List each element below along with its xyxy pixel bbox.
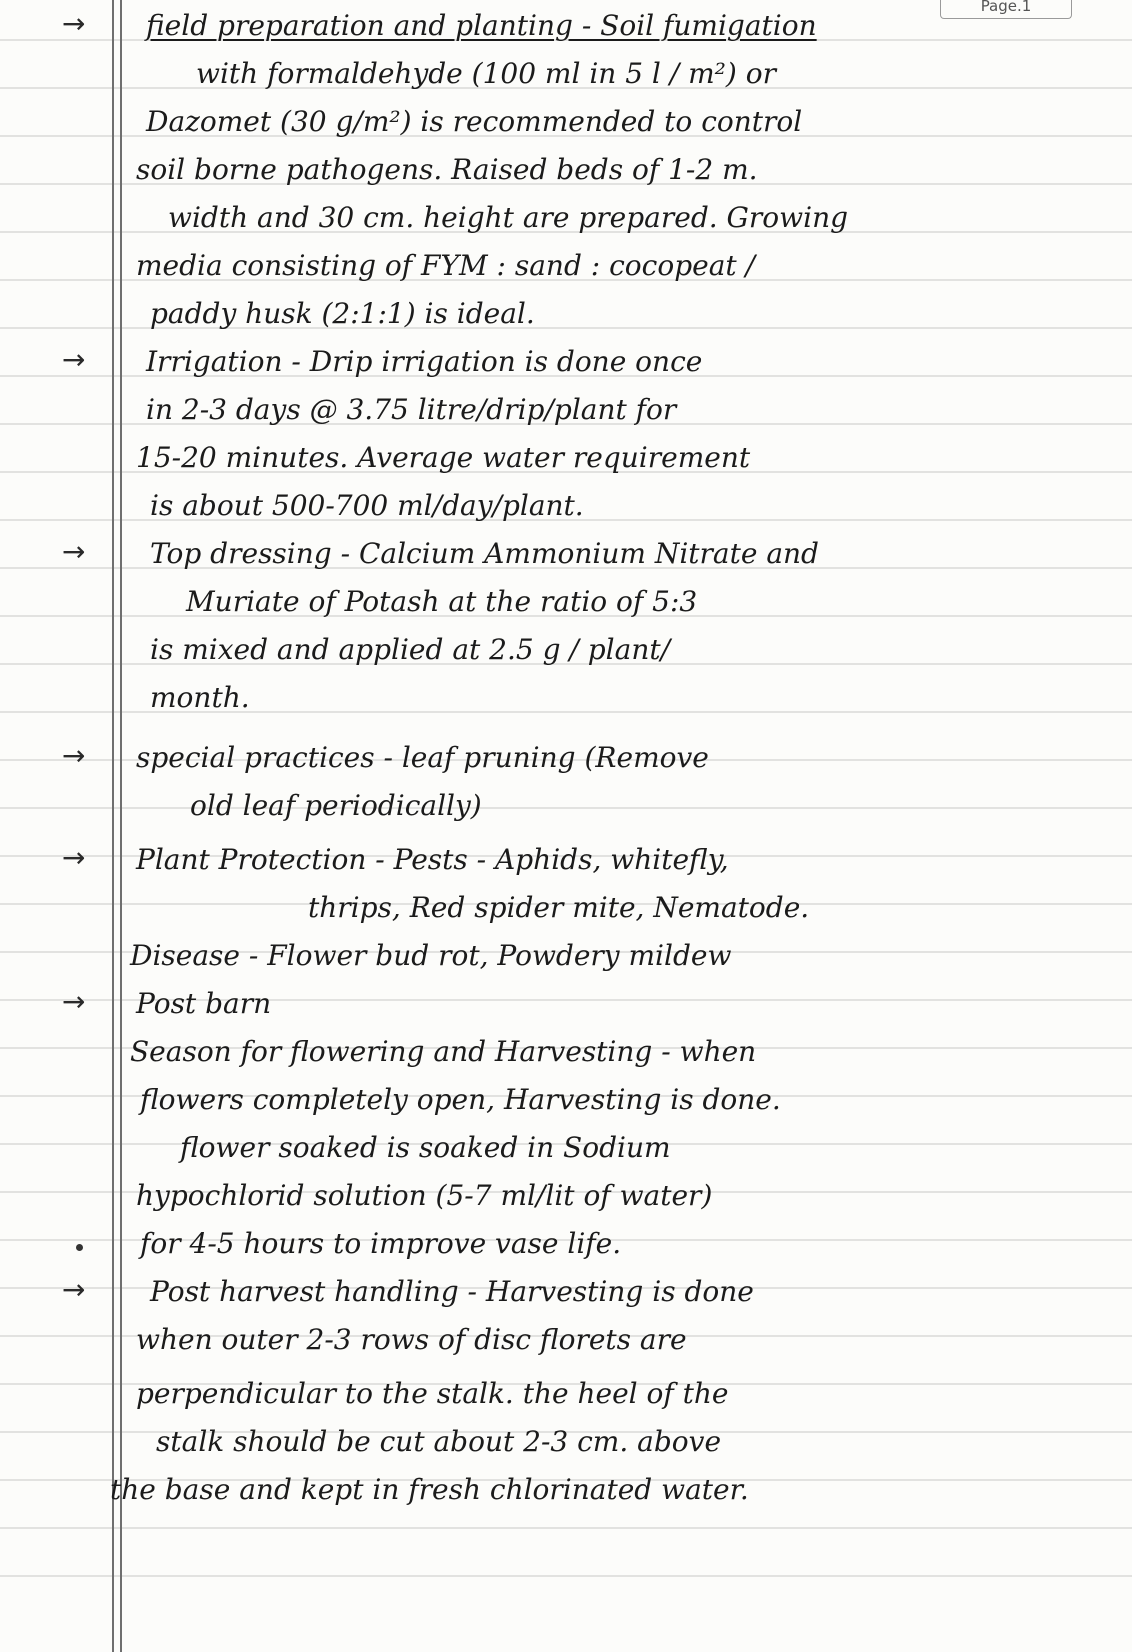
arrow-icon: → [62,535,86,568]
note-line: Irrigation - Drip irrigation is done once [146,345,703,378]
arrow-icon: → [62,985,86,1018]
note-line: in 2-3 days @ 3.75 litre/drip/plant for [146,393,677,426]
note-line: Muriate of Potash at the ratio of 5:3 [186,585,698,618]
note-line: flowers completely open, Harvesting is done. [140,1083,781,1116]
note-line: the base and kept in fresh chlorinated water. [110,1473,749,1506]
arrow-icon: → [62,343,86,376]
note-line: Disease - Flower bud rot, Powdery mildew [130,939,732,972]
note-line: Dazomet (30 g/m²) is recommended to control [146,105,803,138]
arrow-icon: → [62,7,86,40]
note-line: Top dressing - Calcium Ammonium Nitrate and [150,537,819,570]
note-line: media consisting of FYM : sand : cocopeat / [136,249,755,282]
note-line: with formaldehyde (100 ml in 5 l / m²) or [196,57,776,90]
note-line: stalk should be cut about 2-3 cm. above [156,1425,722,1458]
note-line: 15-20 minutes. Average water requirement [136,441,751,474]
note-line: Post barn [136,987,272,1020]
note-line: month. [150,681,250,714]
note-line: soil borne pathogens. Raised beds of 1-2 m. [136,153,758,186]
note-line: Post harvest handling - Harvesting is done [150,1275,754,1308]
note-line: flower soaked is soaked in Sodium [180,1131,671,1164]
arrow-icon: → [62,739,86,772]
note-line: width and 30 cm. height are prepared. Growing [168,201,849,234]
note-line: old leaf periodically) [190,789,482,822]
note-line: for 4-5 hours to improve vase life. [140,1227,622,1260]
margin-line-left [112,0,114,1652]
note-line: perpendicular to the stalk. the heel of the [136,1377,729,1410]
arrow-icon: → [62,1273,86,1306]
note-line: is about 500-700 ml/day/plant. [150,489,584,522]
note-line: special practices - leaf pruning (Remove [136,741,709,774]
arrow-icon: → [62,841,86,874]
margin-line-right [120,0,122,1652]
bullet-dot-icon [76,1244,83,1251]
note-line: is mixed and applied at 2.5 g / plant/ [150,633,671,666]
note-line: when outer 2-3 rows of disc florets are [136,1323,687,1356]
note-line: paddy husk (2:1:1) is ideal. [150,297,535,330]
note-line: Plant Protection - Pests - Aphids, whitefly, [136,843,729,876]
page-label: Page.1 [940,0,1072,19]
note-line: thrips, Red spider mite, Nematode. [308,891,810,924]
note-line: hypochlorid solution (5-7 ml/lit of water) [136,1179,713,1212]
note-line: field preparation and planting - Soil fumigation [146,9,817,42]
note-line: Season for flowering and Harvesting - when [130,1035,757,1068]
